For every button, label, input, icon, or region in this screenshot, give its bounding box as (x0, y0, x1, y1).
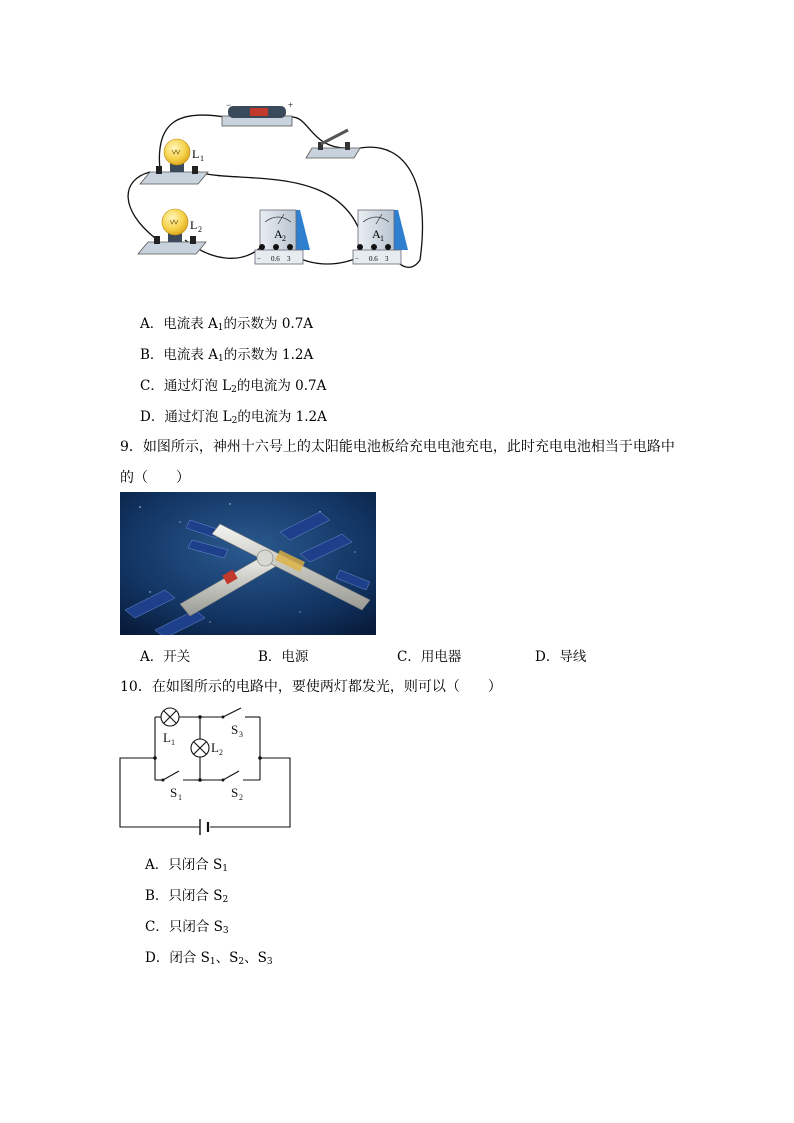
q8-option-c[interactable]: C．通过灯泡 $L_2$的电流为 0.7A (140, 378, 327, 395)
svg-text:+: + (288, 100, 294, 110)
q9-option-d[interactable]: D．导线 (535, 649, 587, 665)
q9-option-c[interactable]: C．用电器 (397, 649, 462, 665)
svg-text:1: 1 (171, 738, 175, 747)
battery-icon (222, 100, 293, 126)
q10-option-d[interactable]: D．闭合 $S_1$、$S_2$、$S_3$ (145, 950, 273, 967)
svg-text:A: A (274, 227, 283, 241)
space-station-image (120, 492, 376, 635)
q8-circuit-figure (110, 100, 430, 280)
svg-text:1: 1 (380, 234, 384, 243)
svg-text:L: L (163, 730, 171, 745)
q8-option-b[interactable]: B．电流表 $A_1$的示数为 1.2A (140, 347, 314, 364)
q10-stem: 10．在如图所示的电路中，要使两灯都发光，则可以（ ） (120, 679, 502, 695)
svg-text:A: A (372, 227, 381, 241)
q9-option-a[interactable]: A．开关 (140, 649, 191, 665)
svg-text:0.6: 0.6 (369, 255, 378, 263)
ammeter-a1-icon (353, 210, 408, 264)
svg-text:2: 2 (198, 225, 202, 234)
svg-text:−: − (257, 255, 261, 263)
lamp-l1-symbol (161, 708, 179, 726)
svg-text:3: 3 (239, 730, 243, 739)
q10-option-a[interactable]: A．只闭合 $S_1$ (145, 857, 229, 874)
svg-text:2: 2 (219, 748, 223, 757)
svg-text:−: − (226, 100, 232, 110)
svg-text:3: 3 (385, 255, 389, 263)
svg-text:−: − (355, 255, 359, 263)
lamp-l2-symbol (191, 739, 209, 757)
svg-text:1: 1 (178, 793, 182, 802)
svg-text:2: 2 (239, 793, 243, 802)
svg-text:L: L (211, 740, 219, 755)
svg-text:S: S (231, 722, 239, 737)
svg-text:S: S (170, 785, 178, 800)
q8-option-a[interactable]: A．电流表 $A_1$的示数为 0.7A (140, 316, 314, 333)
q10-circuit-diagram (115, 700, 300, 835)
svg-text:2: 2 (282, 234, 286, 243)
q9-stem-line1: 9．如图所示，神州十六号上的太阳能电池板给充电电池充电，此时充电电池相当于电路中 (120, 439, 675, 455)
q9-option-b[interactable]: B．电源 (258, 649, 309, 665)
q10-option-b[interactable]: B．只闭合 $S_2$ (145, 888, 229, 905)
svg-text:L: L (190, 218, 198, 232)
lamp-l1-icon (140, 139, 208, 184)
svg-text:1: 1 (200, 154, 204, 163)
ammeter-a2-icon (255, 210, 310, 264)
svg-text:0.6: 0.6 (271, 255, 280, 263)
svg-text:S: S (231, 785, 239, 800)
q9-stem-line2: 的（ ） (120, 470, 190, 486)
q8-option-d[interactable]: D．通过灯泡 $L_2$的电流为 1.2A (140, 409, 327, 426)
svg-text:3: 3 (287, 255, 291, 263)
q10-option-c[interactable]: C．只闭合 $S_3$ (145, 919, 229, 936)
svg-text:L: L (192, 147, 200, 161)
